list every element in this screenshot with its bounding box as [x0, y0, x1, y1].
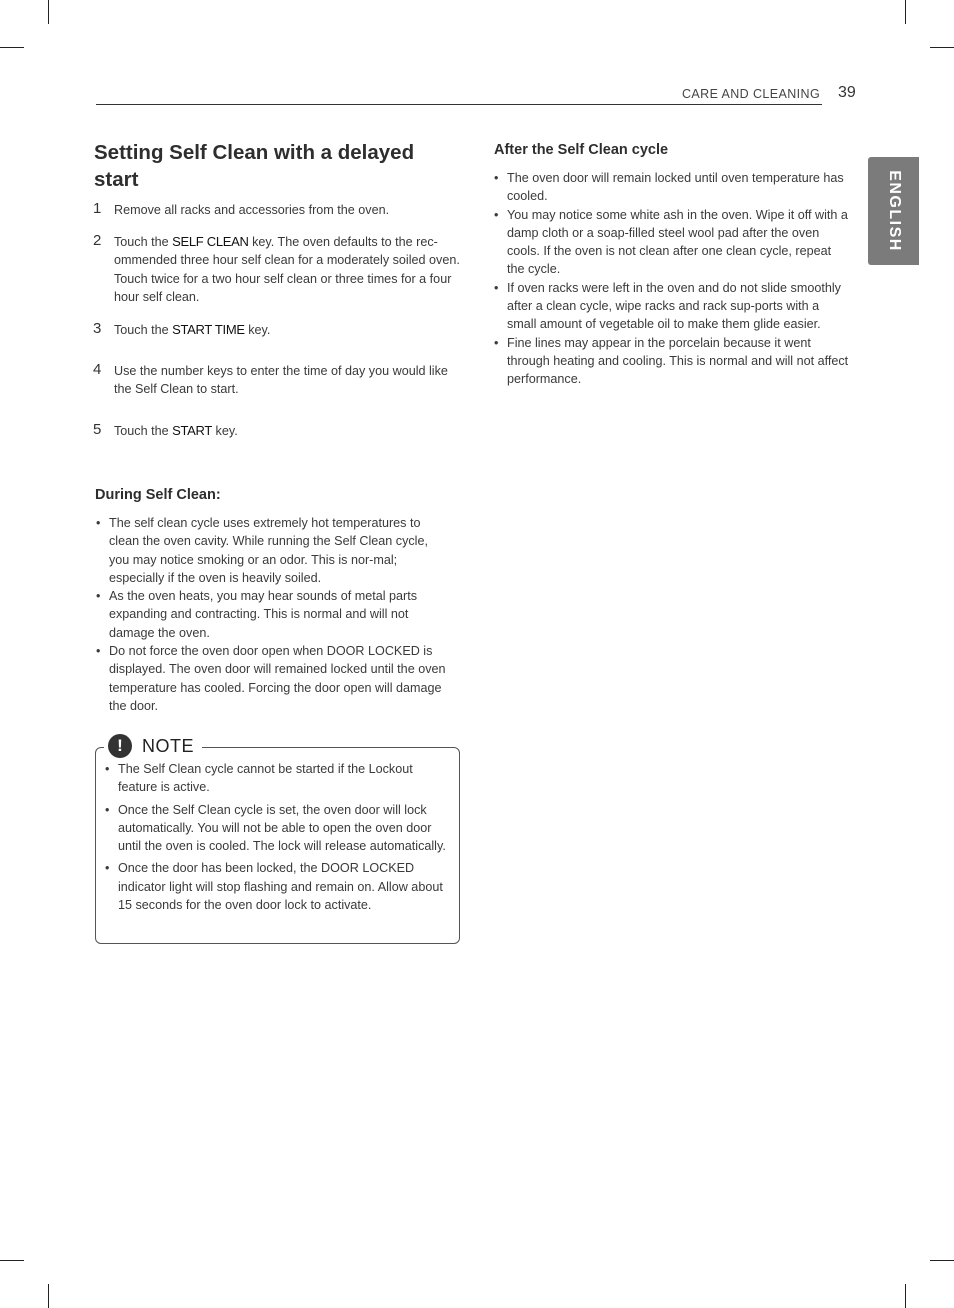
after-heading: After the Self Clean cycle — [494, 142, 669, 158]
step-number: 2 — [93, 232, 102, 249]
step — [93, 321, 463, 339]
step-number: 1 — [93, 200, 102, 217]
list-item: • The oven door will remain locked until oven temperature has cooled. — [494, 169, 850, 206]
step-text: Touch the START key. — [114, 423, 238, 438]
page-title: Setting Self Clean with a delayed start — [94, 141, 415, 191]
crop-mark — [905, 0, 906, 24]
note-label: NOTE — [142, 735, 195, 756]
crop-mark — [0, 1260, 24, 1261]
key-name: SELF CLEAN — [172, 234, 249, 249]
section-title: CARE AND CLEANING — [682, 87, 821, 101]
header-rule — [96, 104, 822, 105]
step — [93, 233, 463, 307]
step-text: Remove all racks and accessories from the oven. — [114, 203, 390, 217]
step-number: 3 — [93, 320, 102, 337]
crop-mark — [0, 47, 24, 48]
list-item: • The Self Clean cycle cannot be started if the Lockout feature is active. — [105, 760, 455, 797]
step — [93, 422, 463, 440]
step-number: 4 — [93, 361, 102, 378]
list-item: • Once the Self Clean cycle is set, the oven door will lock automatically. You will not be able to open the oven door until the oven is cooled. The lock will release automatically. — [105, 801, 455, 856]
list-item: • Fine lines may appear in the porcelain because it went through heating and cooling. This is normal and will not affect performance. — [494, 334, 850, 389]
crop-mark — [48, 0, 49, 24]
step-number: 5 — [93, 421, 102, 438]
page-number: 39 — [838, 84, 856, 101]
exclamation-icon: ! — [108, 734, 132, 758]
note-list — [105, 760, 455, 918]
key-name: START — [172, 423, 213, 438]
after-list — [494, 169, 850, 389]
language-tab-label: ENGLISH — [885, 170, 903, 252]
crop-mark — [930, 47, 954, 48]
list-item: • The self clean cycle uses extremely hot temperatures to clean the oven cavity. While running the Self Clean cycle, you may notice smoking or an odor. This is nor-mal; especially if the oven is heavily soiled. — [96, 514, 446, 587]
note-header — [104, 733, 202, 759]
list-item: • Once the door has been locked, the DOOR LOCKED indicator light will stop flashing and remain on. Allow about 15 seconds for the oven door lock to activate. — [105, 859, 455, 914]
during-heading: During Self Clean: — [95, 487, 221, 503]
list-item: • You may notice some white ash in the oven. Wipe it off with a damp cloth or a soap-filled steel wool pad after the oven cools. If the oven is not clean after one clean cycle, repeat the cycle. — [494, 206, 850, 279]
step-text: Touch the SELF CLEAN key. The oven defaults to the rec-ommended three hour self clean for a moderately soiled oven. Touch twice for a two hour self clean or three times for a four hour self clean. — [114, 234, 460, 305]
step-text: Use the number keys to enter the time of day you would like the Self Clean to start. — [114, 364, 448, 397]
list-item: • As the oven heats, you may hear sounds of metal parts expanding and contracting. This is normal and will not damage the oven. — [96, 587, 446, 642]
step — [93, 201, 463, 219]
language-tab — [868, 157, 919, 265]
list-item: • If oven racks were left in the oven and do not slide smoothly after a clean cycle, wipe racks and rack sup-ports with a small amount of vegetable oil to make them glide easier. — [494, 279, 850, 334]
key-name: START TIME — [172, 322, 245, 337]
crop-mark — [930, 1260, 954, 1261]
list-item: • Do not force the oven door open when DOOR LOCKED is displayed. The oven door will remained locked until the oven temperature has cooled. Forcing the door open will damage the door. — [96, 642, 446, 715]
step — [93, 362, 463, 399]
during-list — [96, 514, 446, 715]
crop-mark — [48, 1284, 49, 1308]
crop-mark — [905, 1284, 906, 1308]
step-text: Touch the START TIME key. — [114, 322, 271, 337]
